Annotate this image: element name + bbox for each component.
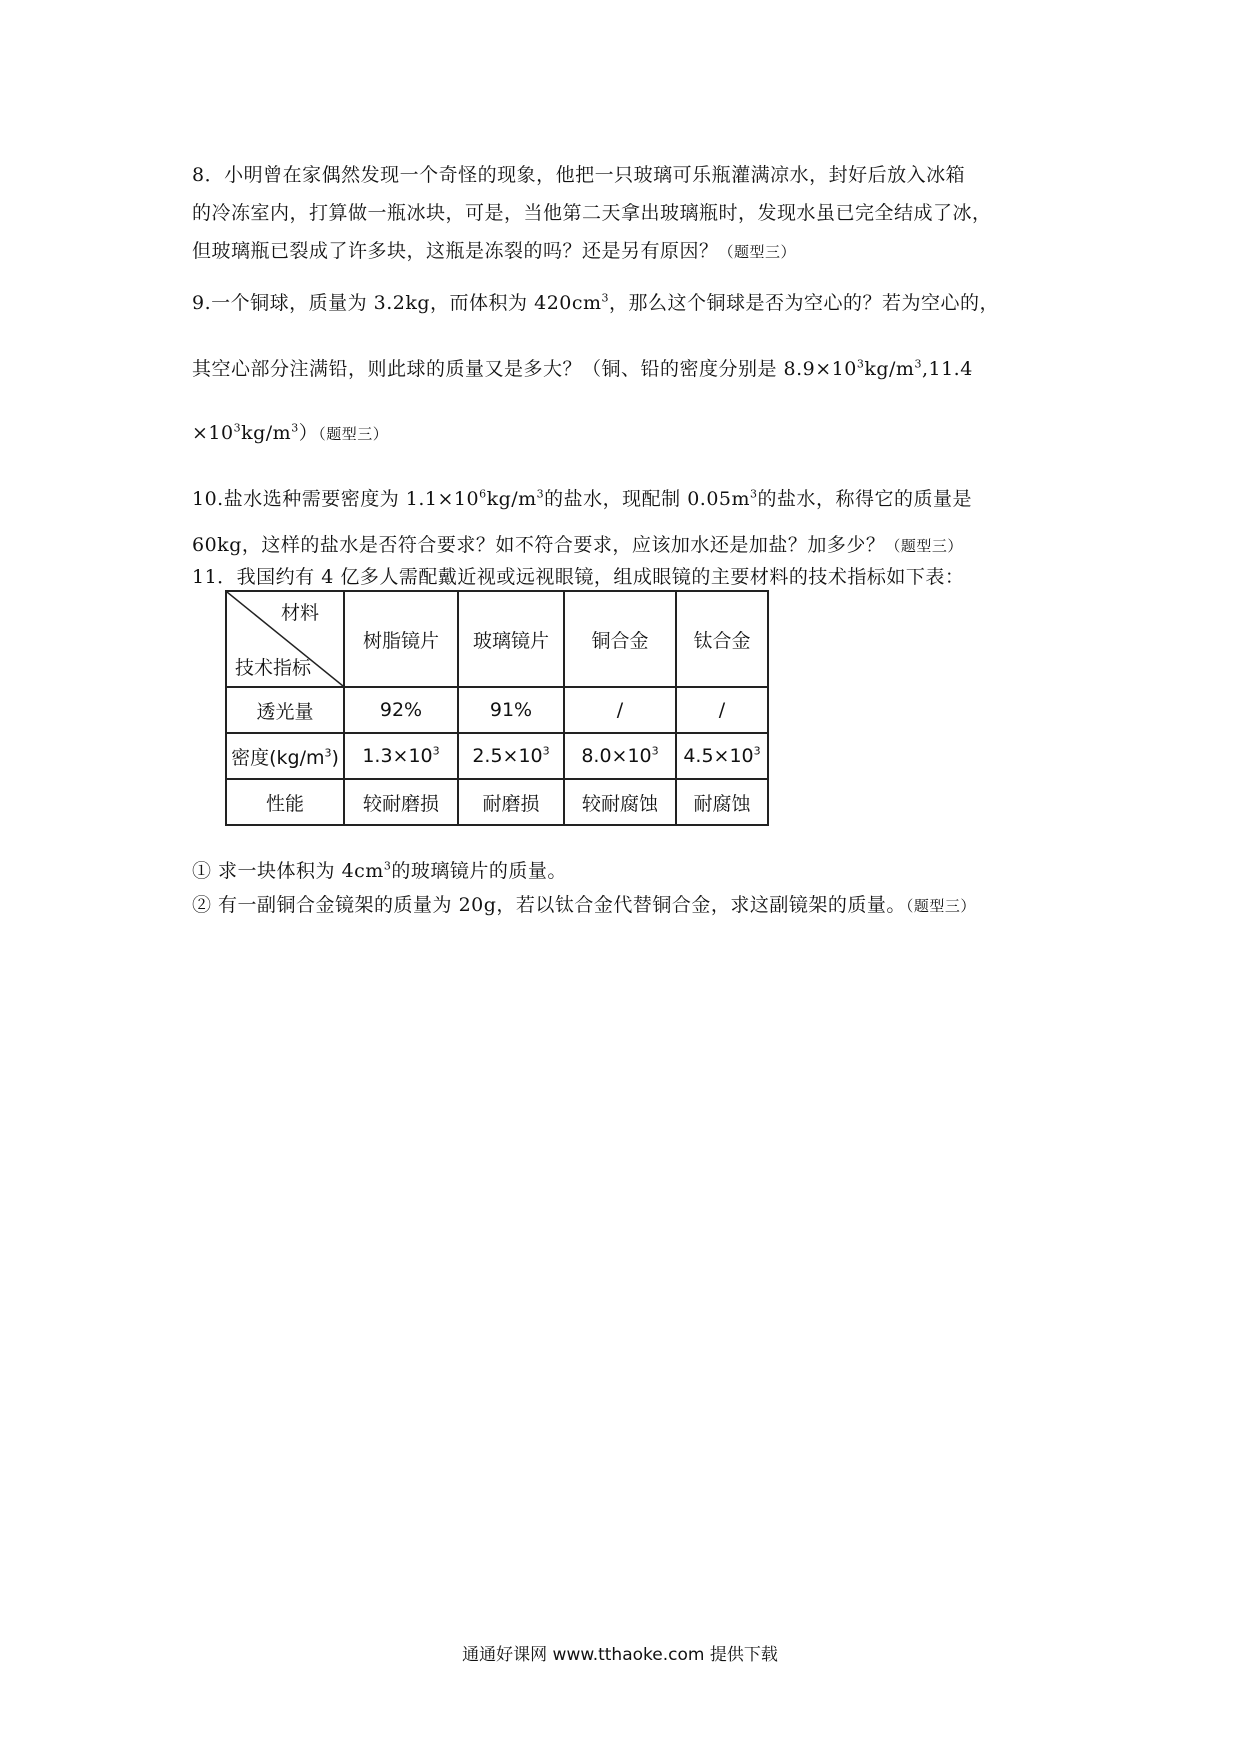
q10-tag: （题型三） <box>885 537 963 555</box>
q8-line1: 8．小明曾在家偶然发现一个奇怪的现象，他把一只玻璃可乐瓶灌满凉水，封好后放入冰箱 <box>192 164 966 186</box>
table-cell: 耐腐蚀 <box>676 779 768 825</box>
header-cell: 钛合金 <box>676 591 768 687</box>
table-header-row <box>226 591 768 687</box>
table-cell: / <box>676 687 768 733</box>
q11-tag: （题型三） <box>905 897 976 915</box>
table-corner-cell <box>226 591 344 687</box>
table-row <box>226 687 768 733</box>
q8-line3: 但玻璃瓶已裂成了许多块，这瓶是冻裂的吗？还是另有原因？（题型三） <box>192 240 797 262</box>
q10-line1: 10.盐水选种需要密度为 $1.1\times 10^6kg/m^3$的盐水，现配制 $0.05m^3$的盐水，称得它的质量是 <box>192 487 973 510</box>
table-cell: / <box>564 687 676 733</box>
row-label: 密度$(kg/m^3)$ <box>226 733 344 779</box>
table-cell: 91% <box>458 687 564 733</box>
table-cell: 较耐腐蚀 <box>564 779 676 825</box>
header-cell: 铜合金 <box>564 591 676 687</box>
row-label: 性能 <box>226 779 344 825</box>
page-footer: 通通好课网 www.tthaoke.com 提供下载 <box>462 1645 778 1665</box>
table-row <box>226 733 768 779</box>
q8-line2: 的冷冻室内，打算做一瓶冰块，可是，当他第二天拿出玻璃瓶时，发现水虽已完全结成了冰， <box>192 202 992 224</box>
corner-label-material: 材料 <box>280 602 319 624</box>
header-cell: 树脂镜片 <box>344 591 458 687</box>
table-cell: 92% <box>344 687 458 733</box>
q11-sub2: ② 有一副铜合金镜架的质量为 20g，若以钛合金代替铜合金，求这副镜架的质量。（题型三） <box>192 894 976 916</box>
table-cell: 较耐磨损 <box>344 779 458 825</box>
row-label: 透光量 <box>226 687 344 733</box>
table-row <box>226 779 768 825</box>
q11-sub1: ① 求一块体积为 $4cm^3$的玻璃镜片的质量。 <box>192 859 567 882</box>
corner-label-spec: 技术指标 <box>235 657 312 679</box>
q9-line2: 其空心部分注满铅，则此球的质量又是多大？（铜、铅的密度分别是 $8.9\times 10^3kg/m^3,11.4$ <box>192 357 973 380</box>
table-cell: 耐磨损 <box>458 779 564 825</box>
q11-line1: 11．我国约有 4 亿多人需配戴近视或远视眼镜，组成眼镜的主要材料的技术指标如下表： <box>192 566 965 588</box>
table-cell: $2.5\times 10^3$ <box>458 733 564 779</box>
q9-tag: （题型三） <box>318 425 389 443</box>
q9-line1: 9.一个铜球，质量为 3.2kg，而体积为 $420cm^3$，那么这个铜球是否为空心的？若为空心的， <box>192 291 1000 314</box>
q9-line3: $\times 10^3kg/m^3$）（题型三） <box>192 421 389 444</box>
table-cell: $8.0\times 10^3$ <box>564 733 676 779</box>
material-spec-table <box>225 590 769 826</box>
header-cell: 玻璃镜片 <box>458 591 564 687</box>
q8-tag: （题型三） <box>718 243 797 261</box>
table-cell: $1.3\times 10^3$ <box>344 733 458 779</box>
table-cell: $4.5\times 10^3$ <box>676 733 768 779</box>
q10-line2: 60kg，这样的盐水是否符合要求？如不符合要求，应该加水还是加盐？加多少？（题型三） <box>192 534 963 556</box>
